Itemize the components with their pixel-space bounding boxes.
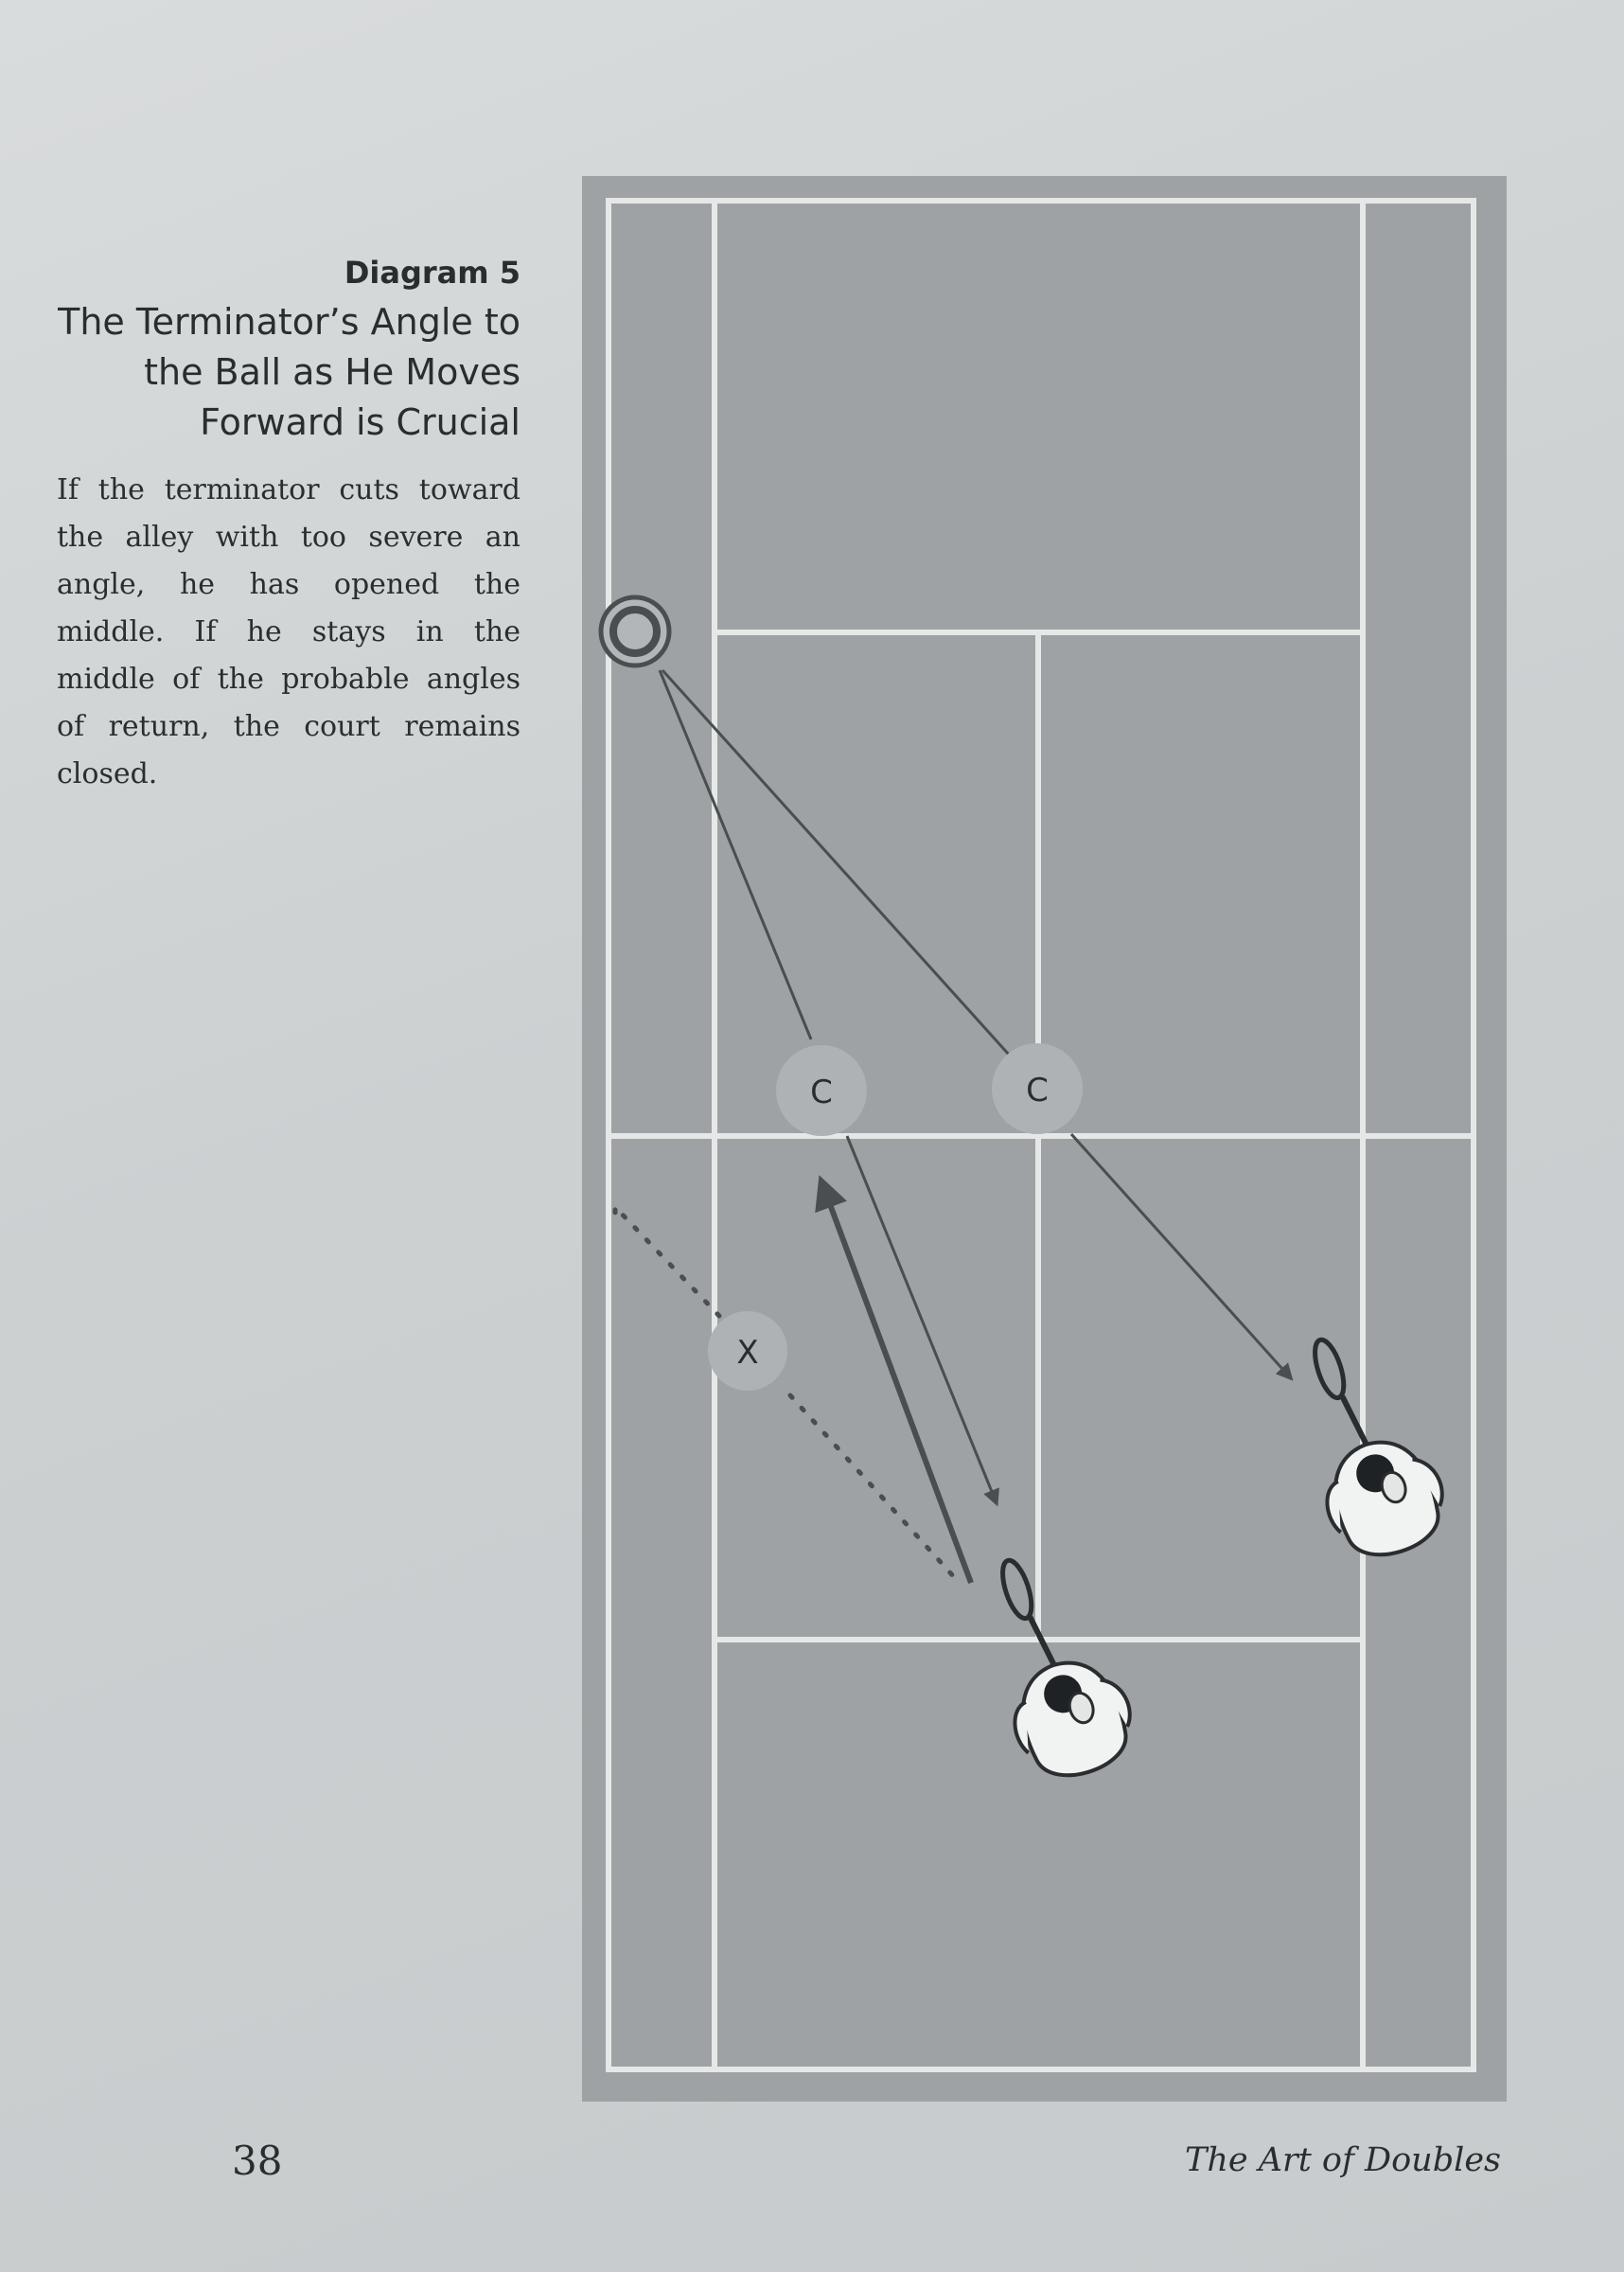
marker-c-wide bbox=[776, 1045, 867, 1136]
svg-text:C: C bbox=[810, 1074, 833, 1111]
svg-text:C: C bbox=[1026, 1072, 1049, 1109]
running-book-title: The Art of Doubles bbox=[1184, 2141, 1501, 2179]
figure-title: The Terminator’s Angle to the Ball as He Moves Forward is Crucial bbox=[58, 301, 521, 443]
svg-text:X: X bbox=[736, 1334, 759, 1372]
marker-x-player bbox=[708, 1311, 787, 1391]
figure-description: If the terminator cuts toward the alley with too severe an angle, he has opened the middle. If he stays in the middle of the probable angles of return, the court remains closed. bbox=[57, 473, 521, 790]
ball-icon bbox=[601, 597, 669, 666]
page-number: 38 bbox=[232, 2138, 283, 2184]
figure-label: Diagram 5 bbox=[344, 255, 521, 291]
marker-c-middle bbox=[992, 1043, 1083, 1134]
